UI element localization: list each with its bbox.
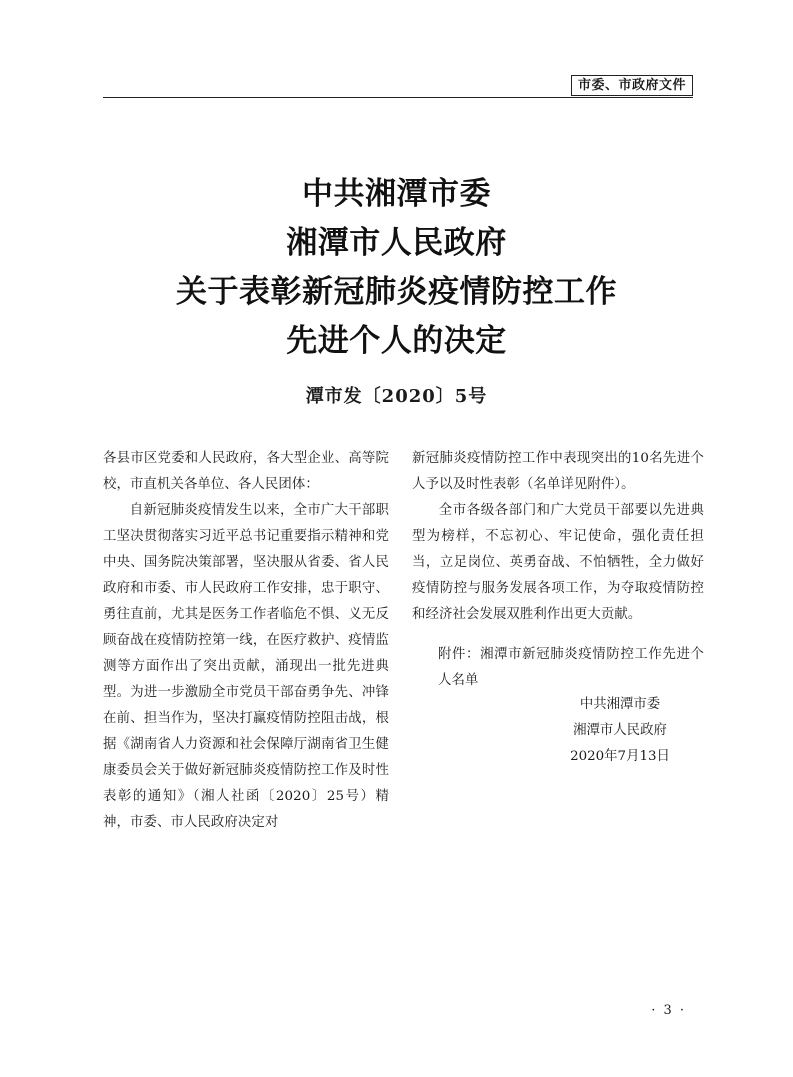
- signature-org-2: 湘潭市人民政府: [573, 723, 667, 738]
- body-column-right: [412, 446, 704, 694]
- salutation: 各县市区党委和人民政府，各大型企业、高等院校，市直机关各单位、各人民团体：: [103, 451, 389, 492]
- signature-block: [565, 692, 675, 770]
- title-line-1: 中共湘潭市委: [302, 176, 491, 212]
- paragraph-1-part-a: [103, 498, 389, 836]
- title-line-4: 先进个人的决定: [286, 323, 507, 359]
- paragraph-1-text-b: 新冠肺炎疫情防控工作中表现突出的10名先进个人予以及时性表彰（名单详见附件）。: [412, 451, 704, 492]
- signature-org-1: 中共湘潭市委: [579, 697, 661, 712]
- attachment-text: 湘潭市新冠肺炎疫情防控工作先进个人名单: [438, 647, 704, 688]
- document-number: 潭市发〔2020〕5号: [305, 386, 488, 407]
- title-line-2: 湘潭市人民政府: [286, 225, 507, 261]
- page-number: · 3 ·: [651, 1003, 686, 1018]
- paragraph-1-text-a: 自新冠肺炎疫情发生以来，全市广大干部职工坚决贯彻落实习近平总书记重要指示精神和党中央、国务院决策部署，坚决服从省委、省人民政府和市委、市人民政府工作安排，忠于职守、勇往直前，尤其是医务工作者临危不惧、义无反顾奋战在疫情防控第一线，在医疗救护、疫情监测等方面作出了突出贡献，涌现出一批先进典型。为进一步激励全市党员干部奋勇争先、冲锋在前、担当作为，坚决打赢疫情防控阻击战，根据《湖南省人力资源和社会保障厅湖南省卫生健康委员会关于做好新冠肺炎疫情防控工作及时性表彰的通知》（湘人社函〔2020〕25号）精神，市委、市人民政府决定对: [103, 503, 389, 830]
- attachment-label: 附件：: [438, 647, 481, 662]
- body-column-left: [103, 446, 389, 836]
- header-rule: [103, 97, 693, 98]
- paragraph-1-part-b: [412, 446, 704, 498]
- document-title: [0, 170, 793, 366]
- title-line-3: 关于表彰新冠肺炎疫情防控工作: [176, 274, 617, 310]
- signature-date: 2020年7月13日: [570, 749, 670, 764]
- section-tag: 市委、市政府文件: [571, 75, 693, 96]
- attachment: [412, 642, 704, 694]
- paragraph-2: 全市各级各部门和广大党员干部要以先进典型为榜样，不忘初心、牢记使命，强化责任担当，立足岗位、英勇奋战、不怕牺牲，全力做好疫情防控与服务发展各项工作，为夺取疫情防控和经济社会发展双胜利作出更大贡献。: [412, 503, 704, 622]
